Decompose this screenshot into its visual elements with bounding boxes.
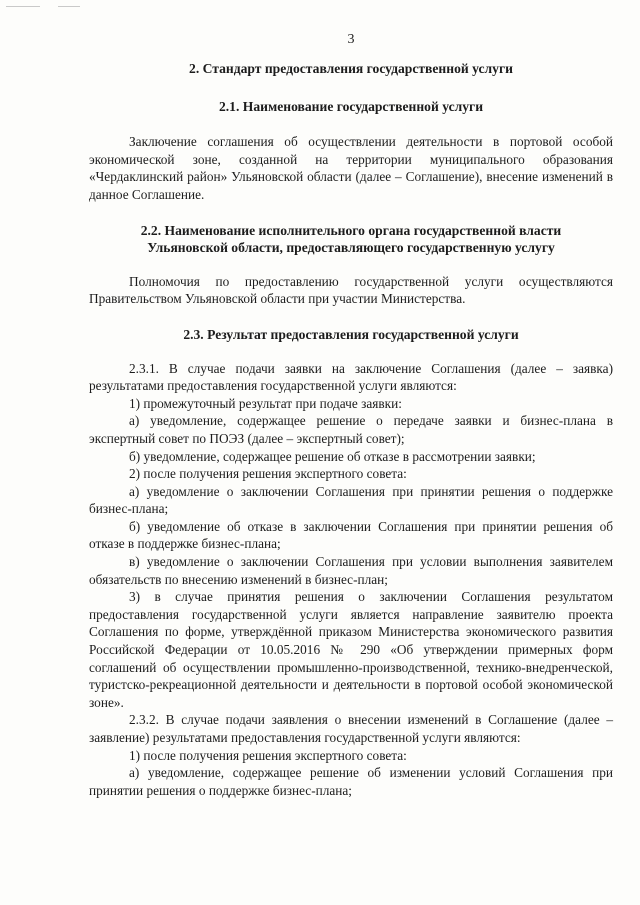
paragraph: 2) после получения решения экспертного совета:: [129, 466, 407, 482]
document-page: [89, 32, 613, 799]
paragraph: в) уведомление о заключении Соглашения при условии выполнения заявителем обязательств по внесению изменений в бизнес-план;: [89, 554, 613, 587]
paragraph: 2.3.1. В случае подачи заявки на заключение Соглашения (далее – заявка) результатами предоставления государственной услуги являются:: [89, 360, 613, 394]
section-2-2-text: Полномочия по предоставлению государственной услуги осуществляются Правительством Ульяновской области при участии Министерства.: [89, 273, 613, 307]
section-2-1-text: Заключение соглашения об осуществлении деятельности в портовой особой экономической зоне, созданной на территории муниципального образования «Чердаклинский район» Ульяновской области (далее – Соглашение), внесение изменений в данное Соглашение.: [89, 134, 613, 202]
section-2-2-title-line2: Ульяновской области, предоставляющего государственную услугу: [147, 240, 555, 256]
paragraph: б) уведомление, содержащее решение об отказе в рассмотрении заявки;: [129, 448, 536, 464]
paragraph: 1) после получения решения экспертного совета:: [129, 747, 407, 763]
page-number: 3: [347, 32, 355, 47]
paragraph: 1) промежуточный результат при подаче заявки:: [129, 395, 402, 411]
paragraph: а) уведомление, содержащее решение о передаче заявки и бизнес-плана в экспертный совет по ПОЭЗ (далее – экспертный совет);: [89, 413, 613, 446]
scan-artifact: [6, 6, 40, 7]
paragraph: 3) в случае принятия решения о заключении Соглашения результатом предоставления государственной услуги является направление заявителю проекта Соглашения по форме, утверждённой приказом Министерства экономического развития Российской Федерации от 10.05.2016 № 290 «Об утверждении примерных форм соглашений об осуществлении промышленно-производственной, технико-внедренческой, туристско-рекреационной деятельности и деятельности в портовой особой экономической зоне».: [89, 589, 613, 710]
section-2-2-title-line1: 2.2. Наименование исполнительного органа государственной власти: [140, 222, 562, 238]
section-2-1-title: 2.1. Наименование государственной услуги: [218, 98, 484, 114]
paragraph: б) уведомление об отказе в заключении Соглашения при принятии решения об отказе в поддержке бизнес-плана;: [89, 518, 613, 552]
section-2-3-title: 2.3. Результат предоставления государственной услуги: [183, 326, 519, 342]
section-2-2-heading: [89, 222, 613, 257]
paragraph: 2.3.2. В случае подачи заявления о внесении изменений в Соглашение (далее – заявление) результатами предоставления государственной услуги являются:: [89, 712, 613, 745]
section-2-title: 2. Стандарт предоставления государственной услуги: [189, 61, 513, 76]
paragraph: а) уведомление, содержащее решение об изменении условий Соглашения при принятии решения о поддержке бизнес-плана;: [89, 765, 613, 798]
paragraph: а) уведомление о заключении Соглашения при принятии решения о поддержке бизнес-плана;: [89, 483, 613, 517]
section-2-3-heading: [89, 326, 613, 344]
scan-artifact: [58, 6, 80, 7]
